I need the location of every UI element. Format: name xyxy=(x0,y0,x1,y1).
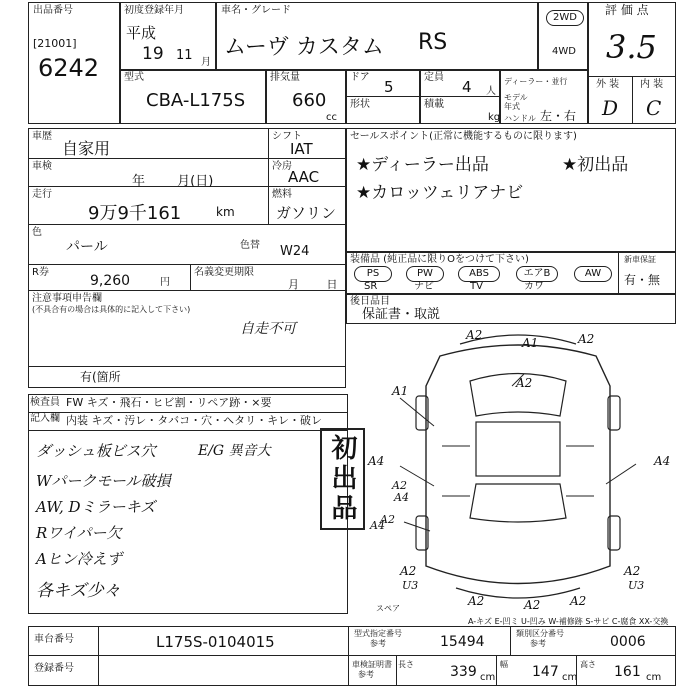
length: 339 xyxy=(450,664,477,680)
footer-split-6 xyxy=(576,655,577,686)
usage: 自家用 xyxy=(62,139,111,158)
first-reg-label: 初度登録年月 xyxy=(124,5,184,16)
name-change-date: 月 日 xyxy=(288,278,338,291)
new-warranty: 有・無 xyxy=(624,273,661,287)
history-rule-6 xyxy=(28,366,346,367)
mark-3: A2 xyxy=(578,332,595,346)
inspector-line-5: Aヒン冷えず xyxy=(36,550,122,568)
doors: 5 xyxy=(384,78,394,96)
inspector-label-1: 検査員 xyxy=(30,397,60,408)
recycle-fee: 9,260 xyxy=(90,273,131,289)
month-unit: 月 xyxy=(201,57,211,68)
footer-block xyxy=(28,626,676,686)
mark-17: A2 xyxy=(570,594,587,608)
footer-split-2 xyxy=(348,626,349,686)
mark-9: A2 xyxy=(380,513,395,526)
drive-4wd: 4WD xyxy=(552,46,576,57)
displacement-label: 排気量 xyxy=(270,72,300,83)
reg-month: 11 xyxy=(176,48,193,63)
seats-unit: 人 xyxy=(486,86,496,97)
type-spec-label: 型式指定番号 xyxy=(354,629,402,638)
shift: IAT xyxy=(290,140,313,158)
inspector-line-2: Wパークモール破損 xyxy=(36,472,171,490)
footer-split-5 xyxy=(496,655,497,686)
caution-label: 注意事項申告欄 xyxy=(32,293,102,304)
roof xyxy=(476,422,560,476)
mark-5: A2 xyxy=(516,376,533,390)
equip-navi: ナビ xyxy=(414,281,434,292)
equipment-label: 装備品 (純正品に限りOをつけて下さい) xyxy=(350,254,529,265)
mark-18: A4 xyxy=(370,519,385,532)
mark-1: A2 xyxy=(466,328,483,342)
inspector-label-2: 記入欄 xyxy=(30,413,60,424)
repair-text: 有(箇所 xyxy=(80,370,121,384)
footer-split-3 xyxy=(510,626,511,655)
ac-label: 冷房 xyxy=(272,161,292,172)
mark-13: A2 xyxy=(624,564,641,578)
equip-leather: カワ xyxy=(524,281,544,292)
mileage: 9万9千161 xyxy=(88,203,182,224)
era: 平成 xyxy=(126,24,157,42)
lot-label: 出品番号 xyxy=(33,5,73,16)
after-label: 後日品目 xyxy=(350,296,390,307)
model-year-label: モデル 年式 xyxy=(504,93,528,111)
equip-aw: AW xyxy=(574,266,612,282)
mark-7: A2 xyxy=(392,479,407,492)
equip-abs: ABS xyxy=(458,266,500,282)
chassis: L175S-0104015 xyxy=(156,633,275,651)
color-code: W24 xyxy=(280,244,310,259)
seats: 4 xyxy=(462,78,472,96)
exterior-label: 外 装 xyxy=(596,79,620,90)
fuel-label: 燃料 xyxy=(272,189,292,200)
after-text: 保証書・取説 xyxy=(362,307,441,322)
leader-1 xyxy=(400,398,434,426)
recycle-split xyxy=(190,264,191,290)
reg-no-label: 登録番号 xyxy=(34,663,74,674)
length-label: 長さ xyxy=(398,660,414,669)
displacement-unit: cc xyxy=(326,112,337,123)
color-change-label: 色替 xyxy=(240,240,260,251)
yen: 円 xyxy=(160,277,170,288)
mark-2: A1 xyxy=(522,336,539,350)
handle-label: ハンドル xyxy=(504,114,536,123)
mark-4: A1 xyxy=(392,384,409,398)
dim-ref: 参考 xyxy=(358,670,374,679)
inspector-int-row: 内装 キズ・汚レ・タバコ・穴・ヘタリ・キレ・破レ xyxy=(66,414,323,427)
eval-split xyxy=(632,76,633,124)
length-unit: cm xyxy=(480,672,496,683)
caution-sub: (不具合有の場合は具体的に記入して下さい) xyxy=(32,305,191,314)
inspection-label: 車検 xyxy=(32,161,52,172)
grade: RS xyxy=(418,30,448,55)
equip-tv: TV xyxy=(470,281,483,292)
fuel: ガソリン xyxy=(276,204,337,222)
sales-line-1: ★ディーラー出品 xyxy=(356,155,489,175)
class-ref: 参考 xyxy=(530,639,546,648)
load-unit: kg xyxy=(488,112,501,123)
type-spec-ref: 参考 xyxy=(370,639,386,648)
footer-split-4 xyxy=(396,655,397,686)
mark-11: A2 xyxy=(400,564,417,578)
eval-label: 評 価 点 xyxy=(605,3,649,17)
color-label: 色 xyxy=(32,227,42,238)
inspector-line-3: AW, Dミラーキズ xyxy=(36,498,156,516)
footer-split-1 xyxy=(98,626,99,686)
inspector-rule-1 xyxy=(28,412,348,413)
interior-label: 内 装 xyxy=(640,79,664,90)
spare-label: スペア xyxy=(376,604,400,613)
usage-label: 車歴 xyxy=(32,131,52,142)
exterior-grade: D xyxy=(602,96,619,120)
mark-12: U3 xyxy=(402,579,419,592)
model-grade-label: 車名・グレード xyxy=(221,5,291,16)
damage-legend: A-キズ E-凹ミ U-凹み W-補修跡 S-サビ C-腐食 XX-交換 xyxy=(468,617,669,626)
equip-ps: PS xyxy=(354,266,392,282)
first-listing-stamp: 初出品 xyxy=(320,428,365,530)
footer-rule-left xyxy=(28,655,348,656)
inspector-line-4: Rワイパー欠 xyxy=(36,524,122,542)
width: 147 xyxy=(532,664,559,680)
model-code-label: 型式 xyxy=(124,72,144,83)
car-name: ムーヴ カスタム xyxy=(224,35,384,60)
drive-2wd: 2WD xyxy=(546,10,584,26)
sales-line-1b: ★初出品 xyxy=(562,155,629,175)
history-split xyxy=(268,128,269,224)
caution-hand: 自走不可 xyxy=(240,321,296,337)
chassis-label: 車台番号 xyxy=(34,634,74,645)
mileage-label: 走行 xyxy=(32,189,52,200)
name-change-label: 名義変更期限 xyxy=(194,267,254,278)
inspector-line-1: ダッシュ板ビス穴 xyxy=(36,442,156,460)
sales-line-2: ★カロッツェリアナビ xyxy=(356,183,524,203)
engine-note: E/G 異音大 xyxy=(198,443,271,459)
width-unit: cm xyxy=(562,672,578,683)
interior-grade: C xyxy=(646,96,662,120)
history-rule-4 xyxy=(28,264,346,265)
type-spec: 15494 xyxy=(440,634,485,650)
rear-glass xyxy=(470,484,566,522)
shift-label: シフト xyxy=(272,131,302,142)
equip-sr: SR xyxy=(364,281,378,292)
class-no: 0006 xyxy=(610,634,646,650)
vehicle-cert-label: 車検証明書 xyxy=(352,660,392,669)
dealer-label: ディーラー・並行 xyxy=(504,77,568,86)
mark-10: A4 xyxy=(654,454,671,468)
height-unit: cm xyxy=(646,672,662,683)
height-label: 高さ xyxy=(580,660,596,669)
ac: AAC xyxy=(288,168,320,186)
lot-code: [21001] xyxy=(33,37,77,50)
inspector-ext-row: FW キズ・飛石・ヒビ割・リペア跡・×要 xyxy=(66,396,272,409)
height: 161 xyxy=(614,664,641,680)
mark-15: A2 xyxy=(468,594,485,608)
recycle-label: R券 xyxy=(32,267,49,278)
inspection: 年 月(日) xyxy=(132,174,214,189)
equipment-split xyxy=(618,252,619,294)
model-code: CBA-L175S xyxy=(146,90,246,111)
equip-pw: PW xyxy=(406,266,444,282)
inspector-line-6: 各キズ少々 xyxy=(36,581,121,601)
mark-6: A4 xyxy=(368,454,385,468)
sales-label: セールスポイント(正常に機能するものに限ります) xyxy=(350,131,577,142)
doors-label: ドア xyxy=(350,72,370,83)
history-rule-3 xyxy=(28,224,346,225)
new-warranty-label: 新車保証 xyxy=(624,255,656,264)
eval-score: 3.5 xyxy=(606,28,657,66)
mark-16: A2 xyxy=(524,598,541,612)
shape-label: 形状 xyxy=(350,99,370,110)
color: パール xyxy=(66,239,108,255)
handle: 左・右 xyxy=(540,109,577,123)
equip-airbag: エアB xyxy=(516,266,558,282)
mileage-unit: km xyxy=(216,205,235,219)
reg-year: 19 xyxy=(142,44,164,64)
load-label: 積載 xyxy=(424,99,444,110)
inspector-rule-2 xyxy=(28,430,348,431)
mark-14: U3 xyxy=(628,579,645,592)
seats-label: 定員 xyxy=(424,72,444,83)
width-label: 幅 xyxy=(500,660,508,669)
class-label: 類別区分番号 xyxy=(516,629,564,638)
lot-number: 6242 xyxy=(38,54,100,82)
footer-rule-right xyxy=(348,655,676,656)
displacement: 660 xyxy=(292,90,327,111)
mark-8: A4 xyxy=(394,491,409,504)
